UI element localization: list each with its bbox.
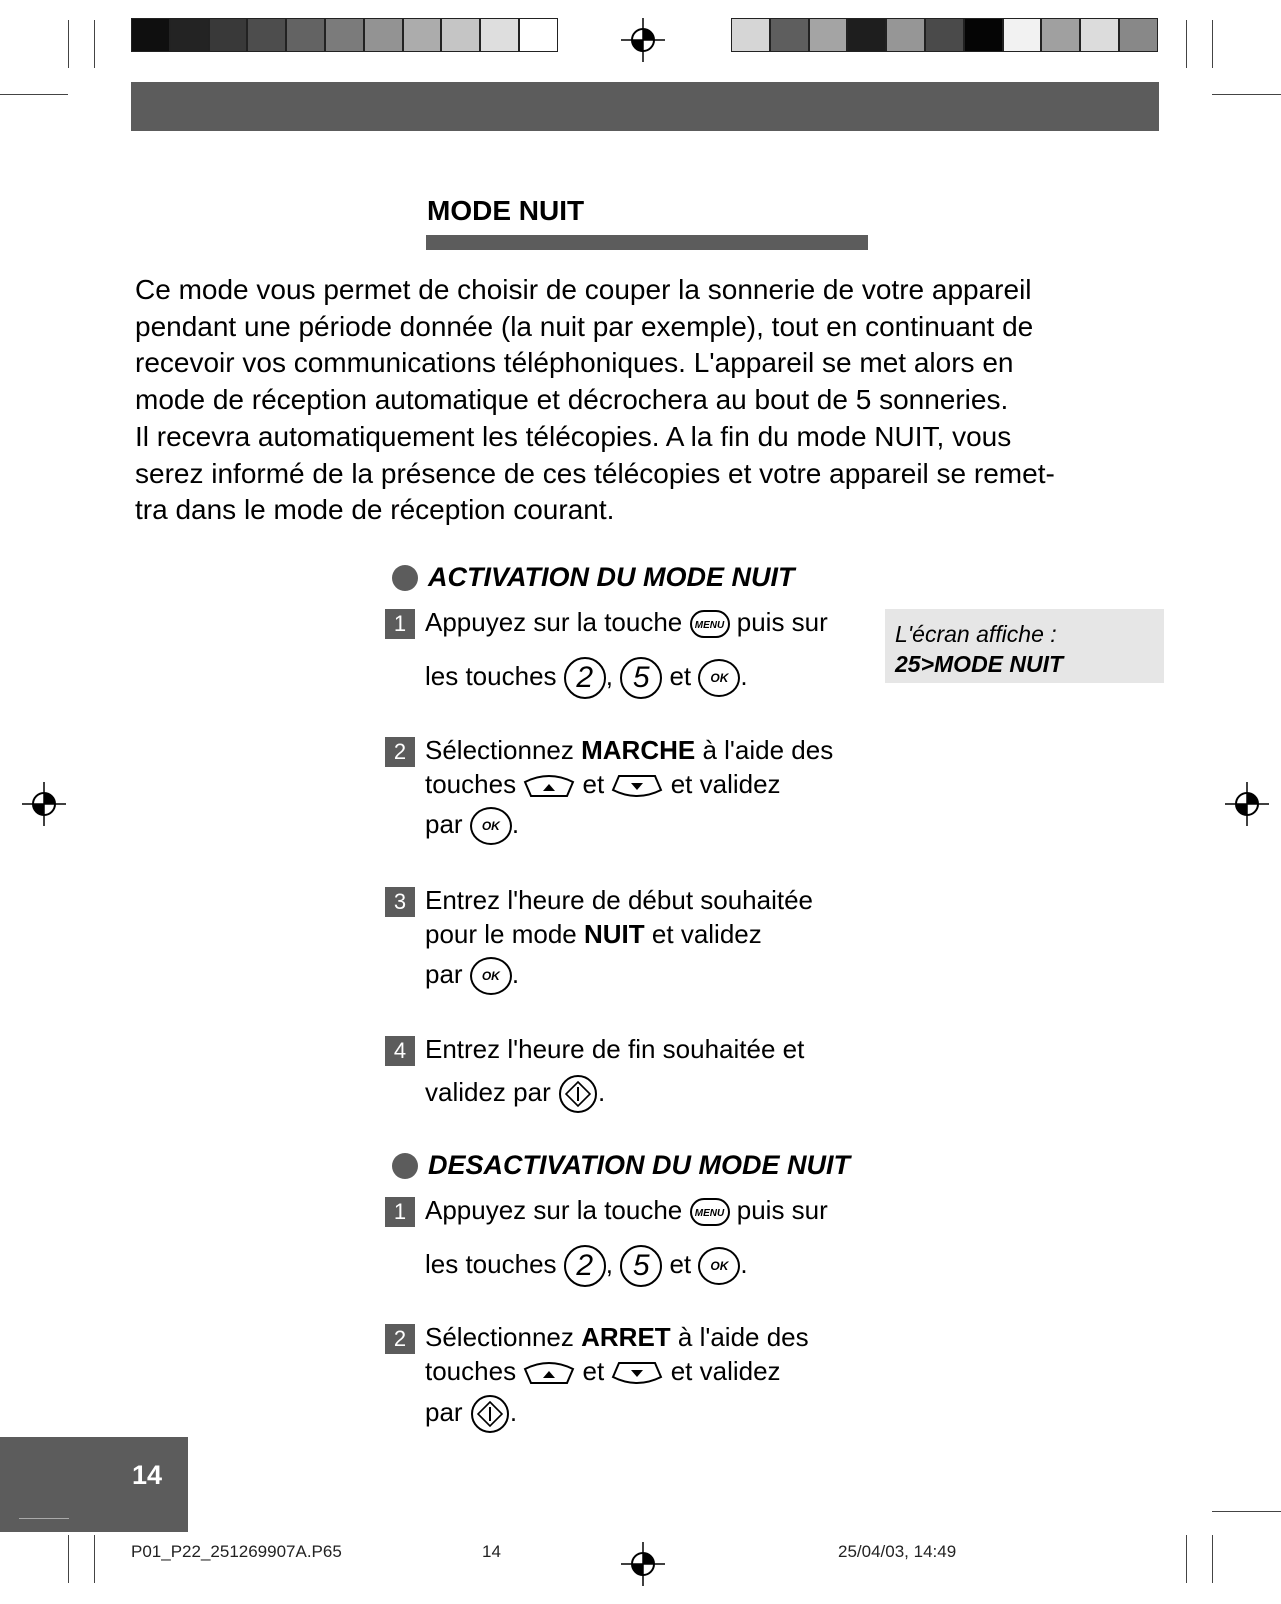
step-text: et validez <box>670 769 781 799</box>
period: . <box>740 1248 748 1279</box>
color-swatch <box>325 18 364 52</box>
down-arrow-key-icon <box>611 1361 663 1385</box>
step-text: et <box>582 769 605 799</box>
step-text: et validez <box>651 919 762 949</box>
step-text: validez par <box>425 1076 551 1107</box>
color-swatch <box>131 18 170 52</box>
step-text: les touches <box>425 1248 557 1279</box>
color-swatch <box>286 18 325 52</box>
intro-paragraph: Ce mode vous permet de choisir de couper la sonnerie de votre appareil pendant une période donnée (la nuit par exemple), tout en continuant de recevoir vos communications téléphoniques. L'appareil se met alors en mode de réception automatique et décrochera au bout de 5 sonneries. Il recevra automatiquement les télécopies. A la fin du mode NUIT, vous serez informé de la présence de ces télécopies et votre appareil se remet- tra dans le mode de réception courant. <box>135 274 1055 526</box>
crop-mark <box>68 1535 69 1583</box>
divider <box>19 1518 69 1519</box>
step-number: 4 <box>385 1036 415 1066</box>
up-arrow-key-icon <box>523 774 575 798</box>
section-heading-deactivation <box>392 1150 850 1181</box>
step-text: Appuyez sur la touche <box>425 607 683 637</box>
step-text: Entrez l'heure de début souhaitée <box>425 885 814 915</box>
registration-mark-icon <box>1225 782 1269 826</box>
crop-mark <box>94 1535 95 1583</box>
color-swatch <box>847 18 886 52</box>
ok-key-icon: OK <box>470 957 512 995</box>
footer-page: 14 <box>482 1542 501 1561</box>
screen-label: L'écran affiche : <box>895 621 1057 647</box>
color-swatch <box>886 18 925 52</box>
step-text: touches <box>425 769 517 799</box>
title-underline <box>426 235 868 250</box>
color-swatch <box>403 18 442 52</box>
step-text: puis sur <box>736 607 828 637</box>
step-text: Appuyez sur la touche <box>425 1195 683 1225</box>
footer-date: 25/04/03, 14:49 <box>838 1542 957 1561</box>
color-swatch <box>925 18 964 52</box>
ok-key-icon: OK <box>698 659 740 697</box>
step-text-bold: ARRET <box>581 1322 671 1352</box>
crop-mark <box>1212 20 1213 68</box>
page-title: MODE NUIT <box>427 195 585 226</box>
ok-key-icon: OK <box>470 807 512 845</box>
step-text: et <box>669 1248 692 1279</box>
crop-mark <box>94 20 95 68</box>
registration-mark-icon <box>621 18 665 62</box>
step-text: par <box>425 959 463 989</box>
step-text: et <box>582 1356 605 1386</box>
page-number: 14 <box>132 1460 163 1490</box>
registration-mark-icon <box>22 782 66 826</box>
bullet-icon <box>392 565 418 591</box>
up-arrow-key-icon <box>523 1361 575 1385</box>
color-swatch <box>809 18 848 52</box>
period: . <box>511 809 520 839</box>
menu-key-icon: MENU <box>690 1198 730 1226</box>
section-heading-activation <box>392 562 794 593</box>
period: . <box>511 959 520 989</box>
step-number: 3 <box>385 887 415 917</box>
down-arrow-key-icon <box>611 774 663 798</box>
step-text: touches <box>425 1356 517 1386</box>
step-text-bold: NUIT <box>584 919 645 949</box>
step-text: Sélectionnez <box>425 1322 574 1352</box>
crop-mark <box>68 20 69 68</box>
step-text: Sélectionnez <box>425 735 574 765</box>
key-5-icon: 5 <box>620 657 662 699</box>
screen-display-box <box>885 609 1164 683</box>
step-text: puis sur <box>736 1195 828 1225</box>
step-number: 1 <box>385 1197 415 1227</box>
crop-mark <box>1212 1535 1213 1583</box>
section-heading-text: DESACTIVATION DU MODE NUIT <box>428 1150 850 1180</box>
crop-mark <box>1186 20 1187 68</box>
start-key-icon <box>470 1394 510 1434</box>
bullet-icon <box>392 1153 418 1179</box>
color-swatch <box>480 18 519 52</box>
footer-filename: P01_P22_251269907A.P65 <box>131 1542 342 1561</box>
key-5-icon: 5 <box>620 1245 662 1287</box>
ok-key-icon: OK <box>698 1247 740 1285</box>
key-2-icon: 2 <box>564 1245 606 1287</box>
crop-mark <box>1212 1511 1281 1512</box>
crop-mark <box>0 94 68 95</box>
registration-mark-icon <box>621 1542 665 1586</box>
period: . <box>597 1076 606 1107</box>
key-2-icon: 2 <box>564 657 606 699</box>
step-text: Entrez l'heure de fin souhaitée et <box>425 1034 805 1064</box>
period: . <box>740 660 748 691</box>
color-swatch <box>519 18 558 52</box>
step-number: 2 <box>385 737 415 767</box>
screen-value: 25>MODE NUIT <box>895 651 1064 677</box>
step-number: 1 <box>385 609 415 639</box>
color-swatch <box>170 18 209 52</box>
comma: , <box>605 660 613 691</box>
color-swatch <box>770 18 809 52</box>
color-swatch <box>247 18 286 52</box>
color-swatch <box>964 18 1003 52</box>
step-text: à l'aide des <box>702 735 834 765</box>
color-swatch <box>1041 18 1080 52</box>
section-heading-text: ACTIVATION DU MODE NUIT <box>428 562 795 592</box>
comma: , <box>605 1248 613 1279</box>
menu-key-icon: MENU <box>690 610 730 638</box>
step-text: pour le mode <box>425 919 577 949</box>
step-text: les touches <box>425 660 557 691</box>
color-swatch <box>731 18 770 52</box>
step-text: et <box>669 660 692 691</box>
step-text: par <box>425 1396 463 1427</box>
color-swatch <box>364 18 403 52</box>
header-band <box>131 82 1159 131</box>
color-swatch <box>1003 18 1042 52</box>
start-key-icon <box>558 1074 598 1114</box>
step-text-bold: MARCHE <box>581 735 696 765</box>
step-text: à l'aide des <box>677 1322 809 1352</box>
color-swatch <box>441 18 480 52</box>
step-text: par <box>425 809 463 839</box>
crop-mark <box>1186 1535 1187 1583</box>
color-swatch <box>1080 18 1119 52</box>
color-swatch <box>1119 18 1158 52</box>
step-text: et validez <box>670 1356 781 1386</box>
crop-mark <box>1212 94 1281 95</box>
period: . <box>509 1396 518 1427</box>
color-swatch <box>209 18 248 52</box>
step-number: 2 <box>385 1324 415 1354</box>
